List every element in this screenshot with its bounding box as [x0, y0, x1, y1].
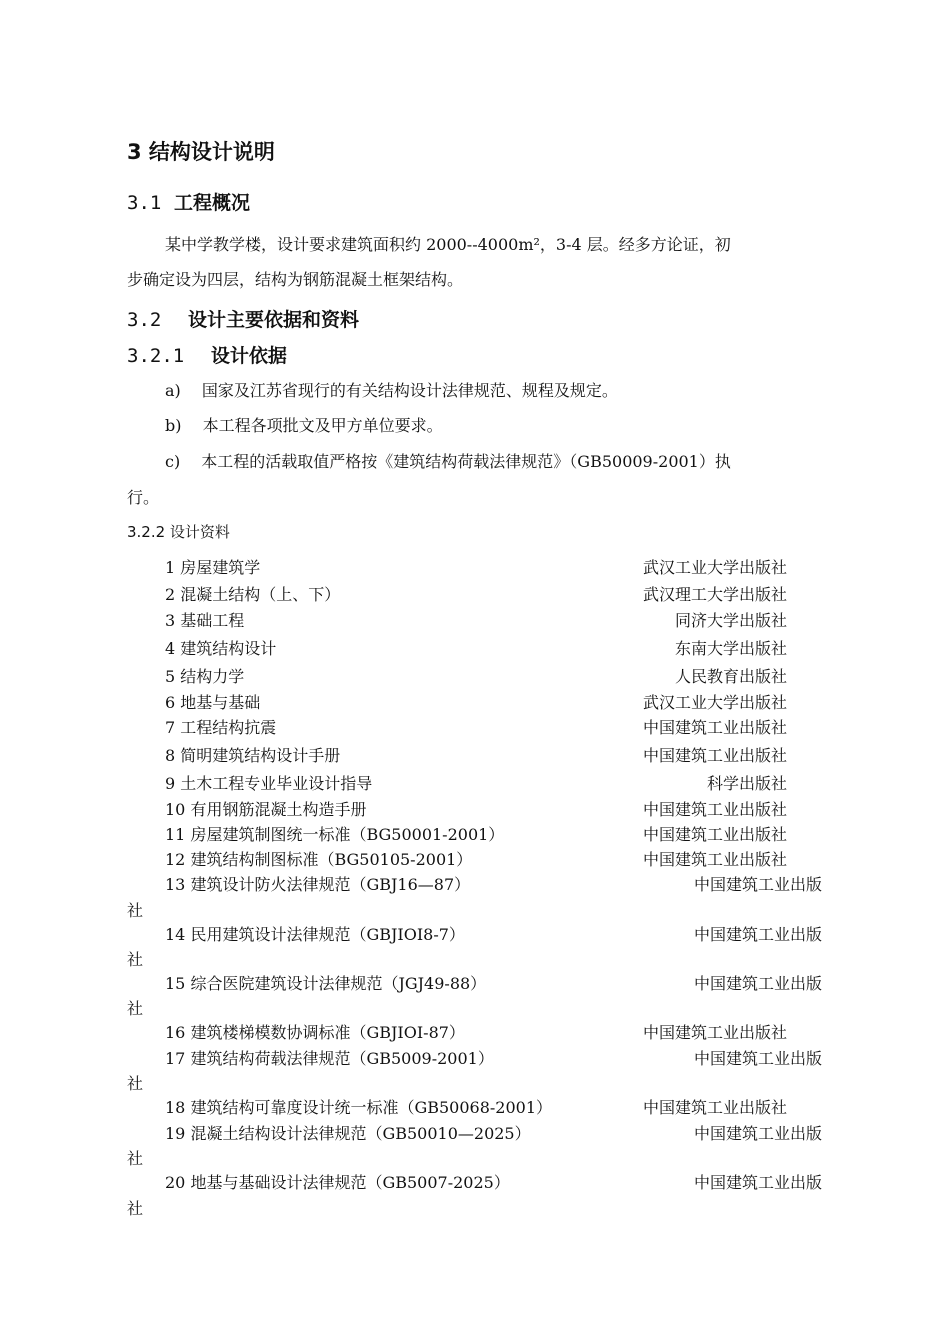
basis-text: 本工程各项批文及甲方单位要求。	[202, 416, 443, 435]
reference-publisher: 中国建筑工业出版	[693, 1173, 822, 1192]
basis-item-a	[165, 378, 618, 401]
reference-publisher: 中国建筑工业出版	[693, 1124, 822, 1143]
reference-publisher: 同济大学出版社	[674, 611, 787, 630]
reference-title: 2 混凝土结构（上、下）	[165, 585, 341, 604]
reference-publisher: 中国建筑工业出版	[693, 1049, 822, 1068]
reference-title: 5 结构力学	[165, 667, 245, 686]
reference-publisher: 科学出版社	[706, 774, 787, 793]
basis-marker: b)	[165, 416, 182, 435]
reference-publisher: 东南大学出版社	[674, 639, 787, 658]
reference-title: 20 地基与基础设计法律规范（GB5007-2025）	[165, 1173, 510, 1192]
basis-text: 国家及江苏省现行的有关结构设计法律规范、规程及规定。	[201, 381, 618, 400]
reference-publisher: 武汉理工大学出版社	[642, 585, 787, 604]
reference-publisher: 人民教育出版社	[674, 667, 787, 686]
reference-title: 7 工程结构抗震	[165, 718, 277, 737]
reference-publisher: 中国建筑工业出版	[693, 974, 822, 993]
reference-title: 3 基础工程	[165, 611, 245, 630]
heading-3-2	[127, 305, 359, 332]
reference-title: 12 建筑结构制图标准（BG50105-2001）	[165, 850, 473, 869]
basis-text: 本工程的活载取值严格按《建筑结构荷载法律规范》（GB50009-2001）执	[201, 452, 731, 471]
reference-publisher-continued: 社	[127, 1149, 144, 1168]
reference-publisher: 中国建筑工业出版	[693, 925, 822, 944]
reference-title: 6 地基与基础	[165, 693, 261, 712]
paragraph-line-1: 某中学教学楼，设计要求建筑面积约 2000--4000m²，3-4 层。经多方论证，初	[165, 235, 731, 254]
basis-item-c-continued: 行。	[127, 488, 160, 507]
reference-publisher-continued: 社	[127, 1074, 144, 1093]
reference-publisher-continued: 社	[127, 999, 144, 1018]
basis-marker: a)	[165, 381, 181, 400]
heading-3-2-1	[127, 341, 287, 368]
heading-3-1-number: 3.1	[127, 192, 162, 214]
reference-publisher: 中国建筑工业出版社	[642, 746, 787, 765]
reference-title: 17 建筑结构荷载法律规范（GB5009-2001）	[165, 1049, 494, 1068]
reference-title: 10 有用钢筋混凝土构造手册	[165, 800, 367, 819]
reference-title: 15 综合医院建筑设计法律规范（JGJ49-88）	[165, 974, 487, 993]
reference-publisher-continued: 社	[127, 950, 144, 969]
heading-3-2-1-title: 设计依据	[210, 345, 287, 367]
reference-publisher: 武汉工业大学出版社	[642, 693, 787, 712]
reference-publisher: 中国建筑工业出版	[693, 875, 822, 894]
heading-3-2-2: 3.2.2 设计资料	[127, 523, 230, 541]
reference-title: 4 建筑结构设计	[165, 639, 277, 658]
paragraph-line-2: 步确定设为四层，结构为钢筋混凝土框架结构。	[127, 270, 464, 289]
section-title: 3 结构设计说明	[127, 140, 275, 164]
reference-title: 11 房屋建筑制图统一标准（BG50001-2001）	[165, 825, 505, 844]
reference-title: 13 建筑设计防火法律规范（GBJ16—87）	[165, 875, 471, 894]
heading-3-2-number: 3.2	[127, 309, 162, 331]
heading-3-1	[127, 188, 250, 215]
reference-publisher: 中国建筑工业出版社	[642, 1023, 787, 1042]
reference-title: 9 土木工程专业毕业设计指导	[165, 774, 373, 793]
reference-publisher: 武汉工业大学出版社	[642, 558, 787, 577]
reference-publisher: 中国建筑工业出版社	[642, 1098, 787, 1117]
basis-item-b	[165, 413, 443, 436]
heading-3-1-title: 工程概况	[173, 192, 250, 214]
basis-marker: c)	[165, 452, 181, 471]
reference-publisher-continued: 社	[127, 1199, 144, 1218]
reference-publisher: 中国建筑工业出版社	[642, 718, 787, 737]
basis-item-c	[165, 449, 731, 472]
reference-publisher-continued: 社	[127, 901, 144, 920]
reference-title: 16 建筑楼梯模数协调标准（GBJIOI-87）	[165, 1023, 465, 1042]
reference-title: 14 民用建筑设计法律规范（GBJIOI8-7）	[165, 925, 465, 944]
reference-title: 18 建筑结构可靠度设计统一标准（GB50068-2001）	[165, 1098, 553, 1117]
reference-title: 8 简明建筑结构设计手册	[165, 746, 341, 765]
reference-publisher: 中国建筑工业出版社	[642, 800, 787, 819]
reference-title: 19 混凝土结构设计法律规范（GB50010—2025）	[165, 1124, 531, 1143]
heading-3-2-1-number: 3.2.1	[127, 345, 185, 367]
heading-3-2-title: 设计主要依据和资料	[187, 309, 359, 331]
reference-publisher: 中国建筑工业出版社	[642, 850, 787, 869]
reference-title: 1 房屋建筑学	[165, 558, 261, 577]
reference-publisher: 中国建筑工业出版社	[642, 825, 787, 844]
